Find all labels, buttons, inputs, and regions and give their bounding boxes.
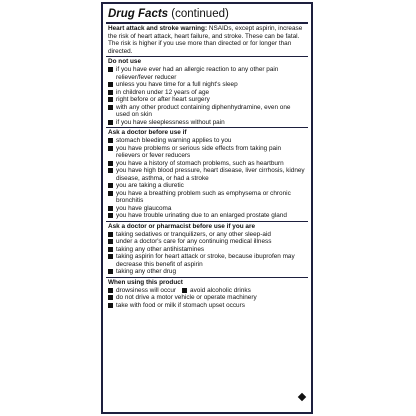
bullet-square-icon [108,295,113,300]
bullet-square-icon [108,105,113,110]
bullet-square-icon [108,168,113,173]
list-item: taking aspirin for heart attack or stroke, because ibuprofen may decrease this benefit of aspirin [108,253,306,268]
bullet-square-icon [108,269,113,274]
bullet-square-icon [182,288,187,293]
bullet-square-icon [108,288,113,293]
ask-doctor-title: Ask a doctor before use if [108,129,187,136]
bullet-square-icon [108,90,113,95]
bullet-square-icon [108,120,113,125]
heart-warning-text: NSAIDs, except aspirin, increase the risk of heart attack, heart failure, and stroke. These can be fatal. The risk is higher if you use more than directed or for longer than directed. [108,25,303,55]
ask-pharmacist-section [106,222,308,278]
bullet-square-icon [108,213,113,218]
bullet-square-icon [108,247,113,252]
bullet-square-icon [108,191,113,196]
list-item: do not drive a motor vehicle or operate machinery [108,294,306,302]
list-item: taking any other antihistamines [108,246,306,254]
list-item: you have a breathing problem such as emphysema or chronic bronchitis [108,190,306,205]
bullet-square-icon [108,97,113,102]
list-item: if you have ever had an allergic reaction to any other pain reliever/fever reducer [108,66,306,81]
bullet-square-icon [108,239,113,244]
list-item: if you have sleeplessness without pain [108,119,306,127]
list-item: taking sedatives or tranquilizers, or any other sleep-aid [108,231,306,239]
list-item: right before or after heart surgery [108,96,306,104]
panel-header [106,7,308,24]
list-item: drowsiness will occur avoid alcoholic drinks [108,287,306,295]
list-item: you have problems or serious side effects from taking pain relievers or fever reducers [108,145,306,160]
do-not-use-section [106,57,308,128]
panel-title: Drug Facts [108,8,169,20]
list-item: you have a history of stomach problems, such as heartburn [108,160,306,168]
bullet-square-icon [108,303,113,308]
list-item: in children under 12 years of age [108,89,306,97]
bullet-square-icon [108,232,113,237]
heart-warning-label: Heart attack and stroke warning: [108,25,208,32]
heart-warning [108,25,306,55]
continue-diamond-icon [298,393,306,401]
list-item: unless you have time for a full night's sleep [108,81,306,89]
bullet-square-icon [108,138,113,143]
bullet-square-icon [108,183,113,188]
list-item: taking any other drug [108,268,306,276]
bullet-square-icon [108,146,113,151]
list-item: under a doctor's care for any continuing medical illness [108,238,306,246]
list-item: you have high blood pressure, heart disease, liver cirrhosis, kidney disease, asthma, or had a stroke [108,167,306,182]
panel-continued: (continued) [171,8,229,20]
bullet-square-icon [108,161,113,166]
do-not-use-title: Do not use [108,58,142,65]
bullet-square-icon [108,254,113,259]
list-item: with any other product containing diphenhydramine, even one used on skin [108,104,306,119]
ask-pharmacist-title: Ask a doctor or pharmacist before use if you are [108,222,256,230]
list-item: you have trouble urinating due to an enlarged prostate gland [108,212,306,220]
list-item: stomach bleeding warning applies to you [108,137,306,145]
bullet-square-icon [108,67,113,72]
drug-facts-panel [101,2,313,414]
list-item: take with food or milk if stomach upset occurs [108,302,306,310]
list-item: you are taking a diuretic [108,182,306,190]
bullet-square-icon [108,82,113,87]
bullet-square-icon [108,206,113,211]
ask-doctor-section [106,128,308,222]
warning-section [106,24,308,57]
list-item: you have glaucoma [108,205,306,213]
when-using-title: When using this product [108,278,183,286]
when-using-section [106,278,308,311]
